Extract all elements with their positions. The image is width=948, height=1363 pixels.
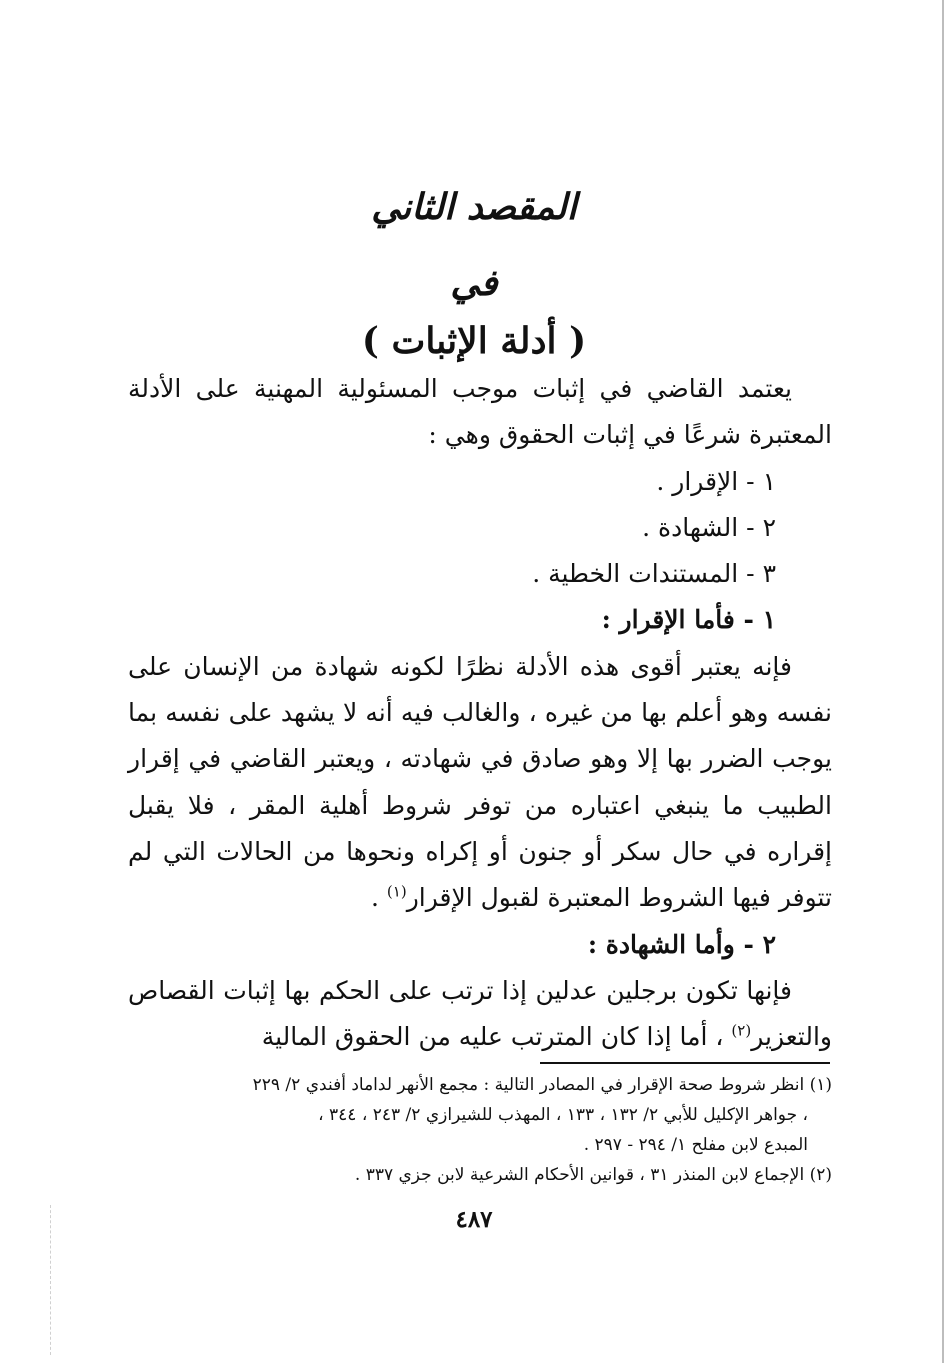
chapter-title: المقصد الثاني [371, 186, 577, 228]
page-number: ٤٨٧ [455, 1206, 493, 1233]
footnote-divider [540, 1062, 830, 1064]
confession-text: فإنه يعتبر أقوى هذه الأدلة نظرًا لكونه شهادة من الإنسان على نفسه وهو أعلم بها من غيره ، والغالب فيه أنه لا يشهد على نفسه بما يوجب الضرر بها إلا وهو صادق في شهادته ، ويعتبر القاضي في إقرار الطبيب ما ينبغي اعتباره من توفر شروط أهلية المقر ، فلا يقبل إقراره في حال سكر أو جنون أو إكراه ونحوها من الحالات التي لم تتوفر فيها الشروط المعتبرة لقبول الإقرار [128, 651, 832, 913]
footnote-ref-1[interactable]: (١) [386, 882, 407, 901]
testimony-text: فإنها تكون برجلين عدلين إذا ترتب على الحكم بها إثبات القصاص والتعزير [128, 975, 832, 1052]
list-item-1: ١ - الإقرار . [656, 466, 776, 496]
list-item-3: ٣ - المستندات الخطية . [532, 559, 776, 589]
chapter-title-connector: في [450, 262, 498, 304]
list-item-2: ٢ - الشهادة . [642, 512, 776, 542]
footnotes [128, 1070, 832, 1190]
main-text [128, 366, 832, 1060]
testimony-tail: ، أما إذا كان المترتب عليه من الحقوق المالية [261, 1022, 732, 1052]
chapter-subtitle: ( أدلة الإثبات ) [361, 320, 587, 362]
footnote-1-line-2: ، جواهر الإكليل للأبي ٢/ ١٣٢ ، ١٣٣ ، المهذب للشيرازي ٢/ ٢٤٣ ، ٣٤٤ ، [318, 1105, 808, 1125]
testimony-paragraph [128, 968, 832, 1061]
footnote-1-line-3: المبدع لابن مفلح ١/ ٢٩٤ - ٢٩٧ . [583, 1135, 808, 1155]
footnote-1-line-1: (١) انظر شروط صحة الإقرار في المصادر التالية : مجمع الأنهر لداماد أفندي ٢/ ٢٢٩ [252, 1075, 832, 1095]
page-edge-line [942, 0, 944, 1363]
confession-tail: . [371, 883, 387, 913]
confession-paragraph [128, 644, 832, 922]
intro-paragraph: يعتمد القاضي في إثبات موجب المسئولية المهنية على الأدلة المعتبرة شرعًا في إثبات الحقوق وهي : [128, 374, 832, 450]
section-heading-testimony: ٢ - وأما الشهادة : [587, 929, 776, 959]
footnote-ref-2[interactable]: (٢) [731, 1021, 752, 1040]
footnote-2: (٢) الإجماع لابن المنذر ٣١ ، قوانين الأحكام الشرعية لابن جزي ٣٣٧ . [354, 1165, 832, 1185]
section-heading-confession: ١ - فأما الإقرار : [601, 605, 776, 635]
